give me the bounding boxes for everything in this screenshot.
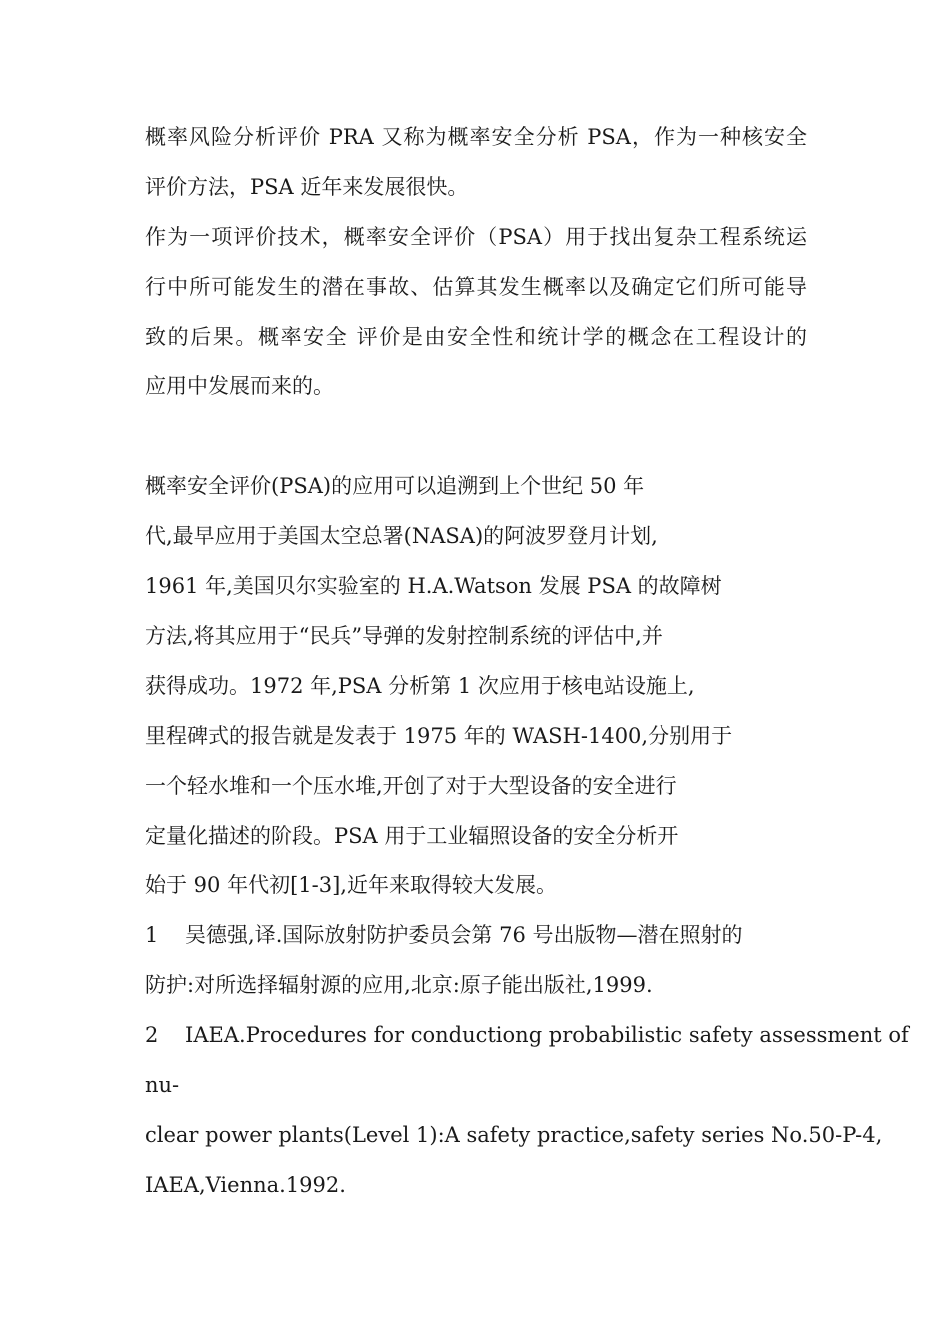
reference-2-line-1: 2 IAEA.Procedures for conductiong probabilistic safety assessment of <box>145 1023 909 1047</box>
history-line-8: 定量化描述的阶段。PSA 用于工业辐照设备的安全分析开 <box>145 824 679 848</box>
intro-line-2: 评价方法，PSA 近年来发展很快。 <box>145 175 469 199</box>
intro-line-1: 概率风险分析评价 PRA 又称为概率安全分析 PSA，作为一种核安全 <box>145 125 807 149</box>
reference-1-line-1: 1 吴德强,译.国际放射防护委员会第 76 号出版物—潜在照射的 <box>145 923 743 947</box>
reference-1-line-2: 防护:对所选择辐射源的应用,北京:原子能出版社,1999. <box>145 973 653 997</box>
reference-2-line-4: IAEA,Vienna.1992. <box>145 1173 346 1197</box>
history-line-7: 一个轻水堆和一个压水堆,开创了对于大型设备的安全进行 <box>145 774 677 798</box>
reference-2-line-3: clear power plants(Level 1):A safety practice,safety series No.50-P-4, <box>145 1123 883 1147</box>
history-line-2: 代,最早应用于美国太空总署(NASA)的阿波罗登月计划, <box>145 524 658 548</box>
history-line-6: 里程碑式的报告就是发表于 1975 年的 WASH-1400,分别用于 <box>145 724 733 748</box>
history-line-9: 始于 90 年代初[1-3],近年来取得较大发展。 <box>145 873 557 897</box>
reference-2-line-2: nu- <box>145 1073 180 1097</box>
definition-line-2: 行中所可能发生的潜在事故、估算其发生概率以及确定它们所可能导 <box>145 275 807 299</box>
definition-line-1: 作为一项评价技术，概率安全评价（PSA）用于找出复杂工程系统运 <box>145 225 807 249</box>
definition-line-4: 应用中发展而来的。 <box>145 374 334 398</box>
history-line-5: 获得成功。1972 年,PSA 分析第 1 次应用于核电站设施上, <box>145 674 695 698</box>
definition-line-3: 致的后果。概率安全 评价是由安全性和统计学的概念在工程设计的 <box>145 325 807 349</box>
history-line-4: 方法,将其应用于“民兵”导弹的发射控制系统的评估中,并 <box>145 624 663 648</box>
history-line-3: 1961 年,美国贝尔实验室的 H.A.Watson 发展 PSA 的故障树 <box>145 574 722 598</box>
history-line-1: 概率安全评价(PSA)的应用可以追溯到上个世纪 50 年 <box>145 474 645 498</box>
